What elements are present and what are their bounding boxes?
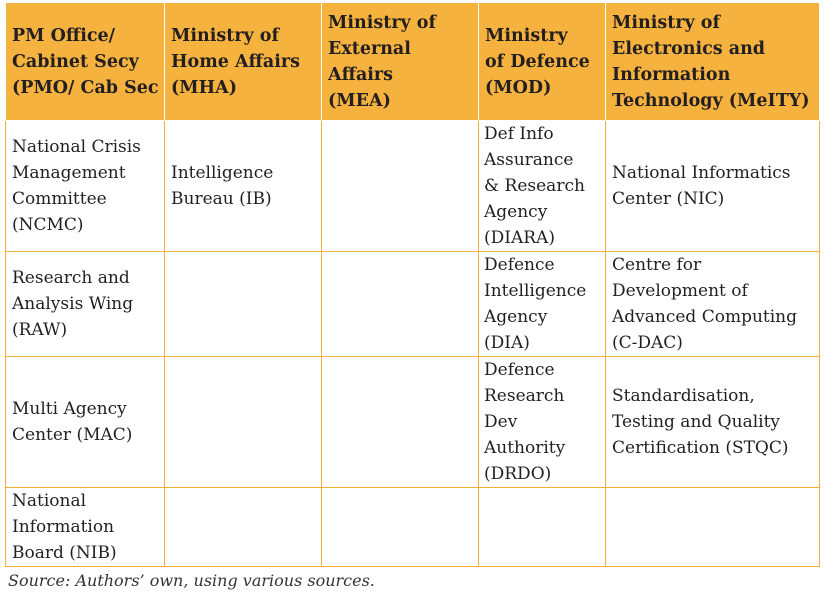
header-line: Electronics and [612, 38, 766, 59]
table-cell-mod [479, 121, 606, 252]
cell-line: Standardisation, [612, 386, 755, 406]
table-row [6, 357, 820, 488]
header-meity [606, 3, 820, 121]
header-line: (PMO/ Cab Sec [12, 77, 159, 98]
header-line: Ministry of [612, 12, 721, 33]
cell-line: Dev [484, 412, 518, 432]
table-cell-meity [606, 488, 820, 567]
table-cell-mea [322, 488, 479, 567]
cell-line: Management [12, 163, 126, 183]
table-cell-mha [165, 252, 322, 357]
cell-line: Agency [484, 202, 548, 222]
cell-line: Board (NIB) [12, 543, 117, 563]
table-cell-mod [479, 252, 606, 357]
header-line: of Defence [485, 51, 590, 72]
header-line: Information [612, 64, 731, 85]
cell-line: Intelligence [171, 163, 274, 183]
header-line: Home Affairs [171, 51, 300, 72]
cell-line: Development of [612, 281, 748, 301]
header-line: External Affairs [328, 38, 411, 85]
cell-line: Analysis Wing [12, 294, 134, 314]
table-row [6, 252, 820, 357]
cell-line: Defence [484, 360, 555, 380]
header-line: Cabinet Secy [12, 51, 139, 72]
header-pmo [6, 3, 165, 121]
header-line: PM Office/ [12, 25, 116, 46]
header-line: (MOD) [485, 77, 552, 98]
cell-line: (DRDO) [484, 464, 552, 484]
header-line: (MEA) [328, 90, 391, 111]
cell-line: Center (MAC) [12, 425, 133, 445]
cell-line: Intelligence [484, 281, 587, 301]
cell-line: Agency [484, 307, 548, 327]
cell-line: & Research [484, 176, 585, 196]
cell-line: National [12, 491, 87, 511]
cell-line: National Informatics [612, 163, 791, 183]
table-cell-pmo [6, 121, 165, 252]
header-line: (MHA) [171, 77, 238, 98]
cell-line: (DIA) [484, 333, 530, 353]
cell-line: Defence [484, 255, 555, 275]
table-cell-mea [322, 357, 479, 488]
cell-line: (C-DAC) [612, 333, 683, 353]
cell-line: Centre for [612, 255, 702, 275]
table-cell-mea [322, 252, 479, 357]
table-cell-pmo [6, 252, 165, 357]
header-mod [479, 3, 606, 121]
table-row [6, 488, 820, 567]
table-cell-mha [165, 357, 322, 488]
cell-line: National Crisis [12, 137, 141, 157]
header-line: Ministry of [328, 12, 437, 33]
cell-line: Assurance [484, 150, 574, 170]
table-cell-mha [165, 121, 322, 252]
header-line: Ministry of [171, 25, 280, 46]
header-mha [165, 3, 322, 121]
cell-line: Committee [12, 189, 107, 209]
table-cell-mea [322, 121, 479, 252]
table-cell-pmo [6, 357, 165, 488]
cell-line: Multi Agency [12, 399, 127, 419]
source-caption: Source: Authors’ own, using various sources. [8, 571, 375, 590]
cell-line: Authority [484, 438, 566, 458]
cell-line: Def Info [484, 124, 554, 144]
table-cell-mod [479, 357, 606, 488]
header-mea [322, 3, 479, 121]
cell-line: Center (NIC) [612, 189, 725, 209]
header-row [6, 3, 820, 121]
cell-line: Bureau (IB) [171, 189, 272, 209]
cell-line: Testing and Quality [612, 412, 781, 432]
table-cell-meity [606, 357, 820, 488]
header-line: Ministry [485, 25, 568, 46]
table-cell-mod [479, 488, 606, 567]
table-cell-meity [606, 121, 820, 252]
table-cell-pmo [6, 488, 165, 567]
cell-line: (RAW) [12, 320, 68, 340]
ministry-agency-table [5, 2, 820, 567]
cell-line: (NCMC) [12, 215, 84, 235]
cell-line: (DIARA) [484, 228, 555, 248]
cell-line: Certification (STQC) [612, 438, 789, 458]
cell-line: Research and [12, 268, 130, 288]
table-cell-meity [606, 252, 820, 357]
cell-line: Information [12, 517, 115, 537]
cell-line: Research [484, 386, 565, 406]
table-row [6, 121, 820, 252]
cell-line: Advanced Computing [612, 307, 798, 327]
table-cell-mha [165, 488, 322, 567]
header-line: Technology (MeITY) [612, 90, 810, 111]
